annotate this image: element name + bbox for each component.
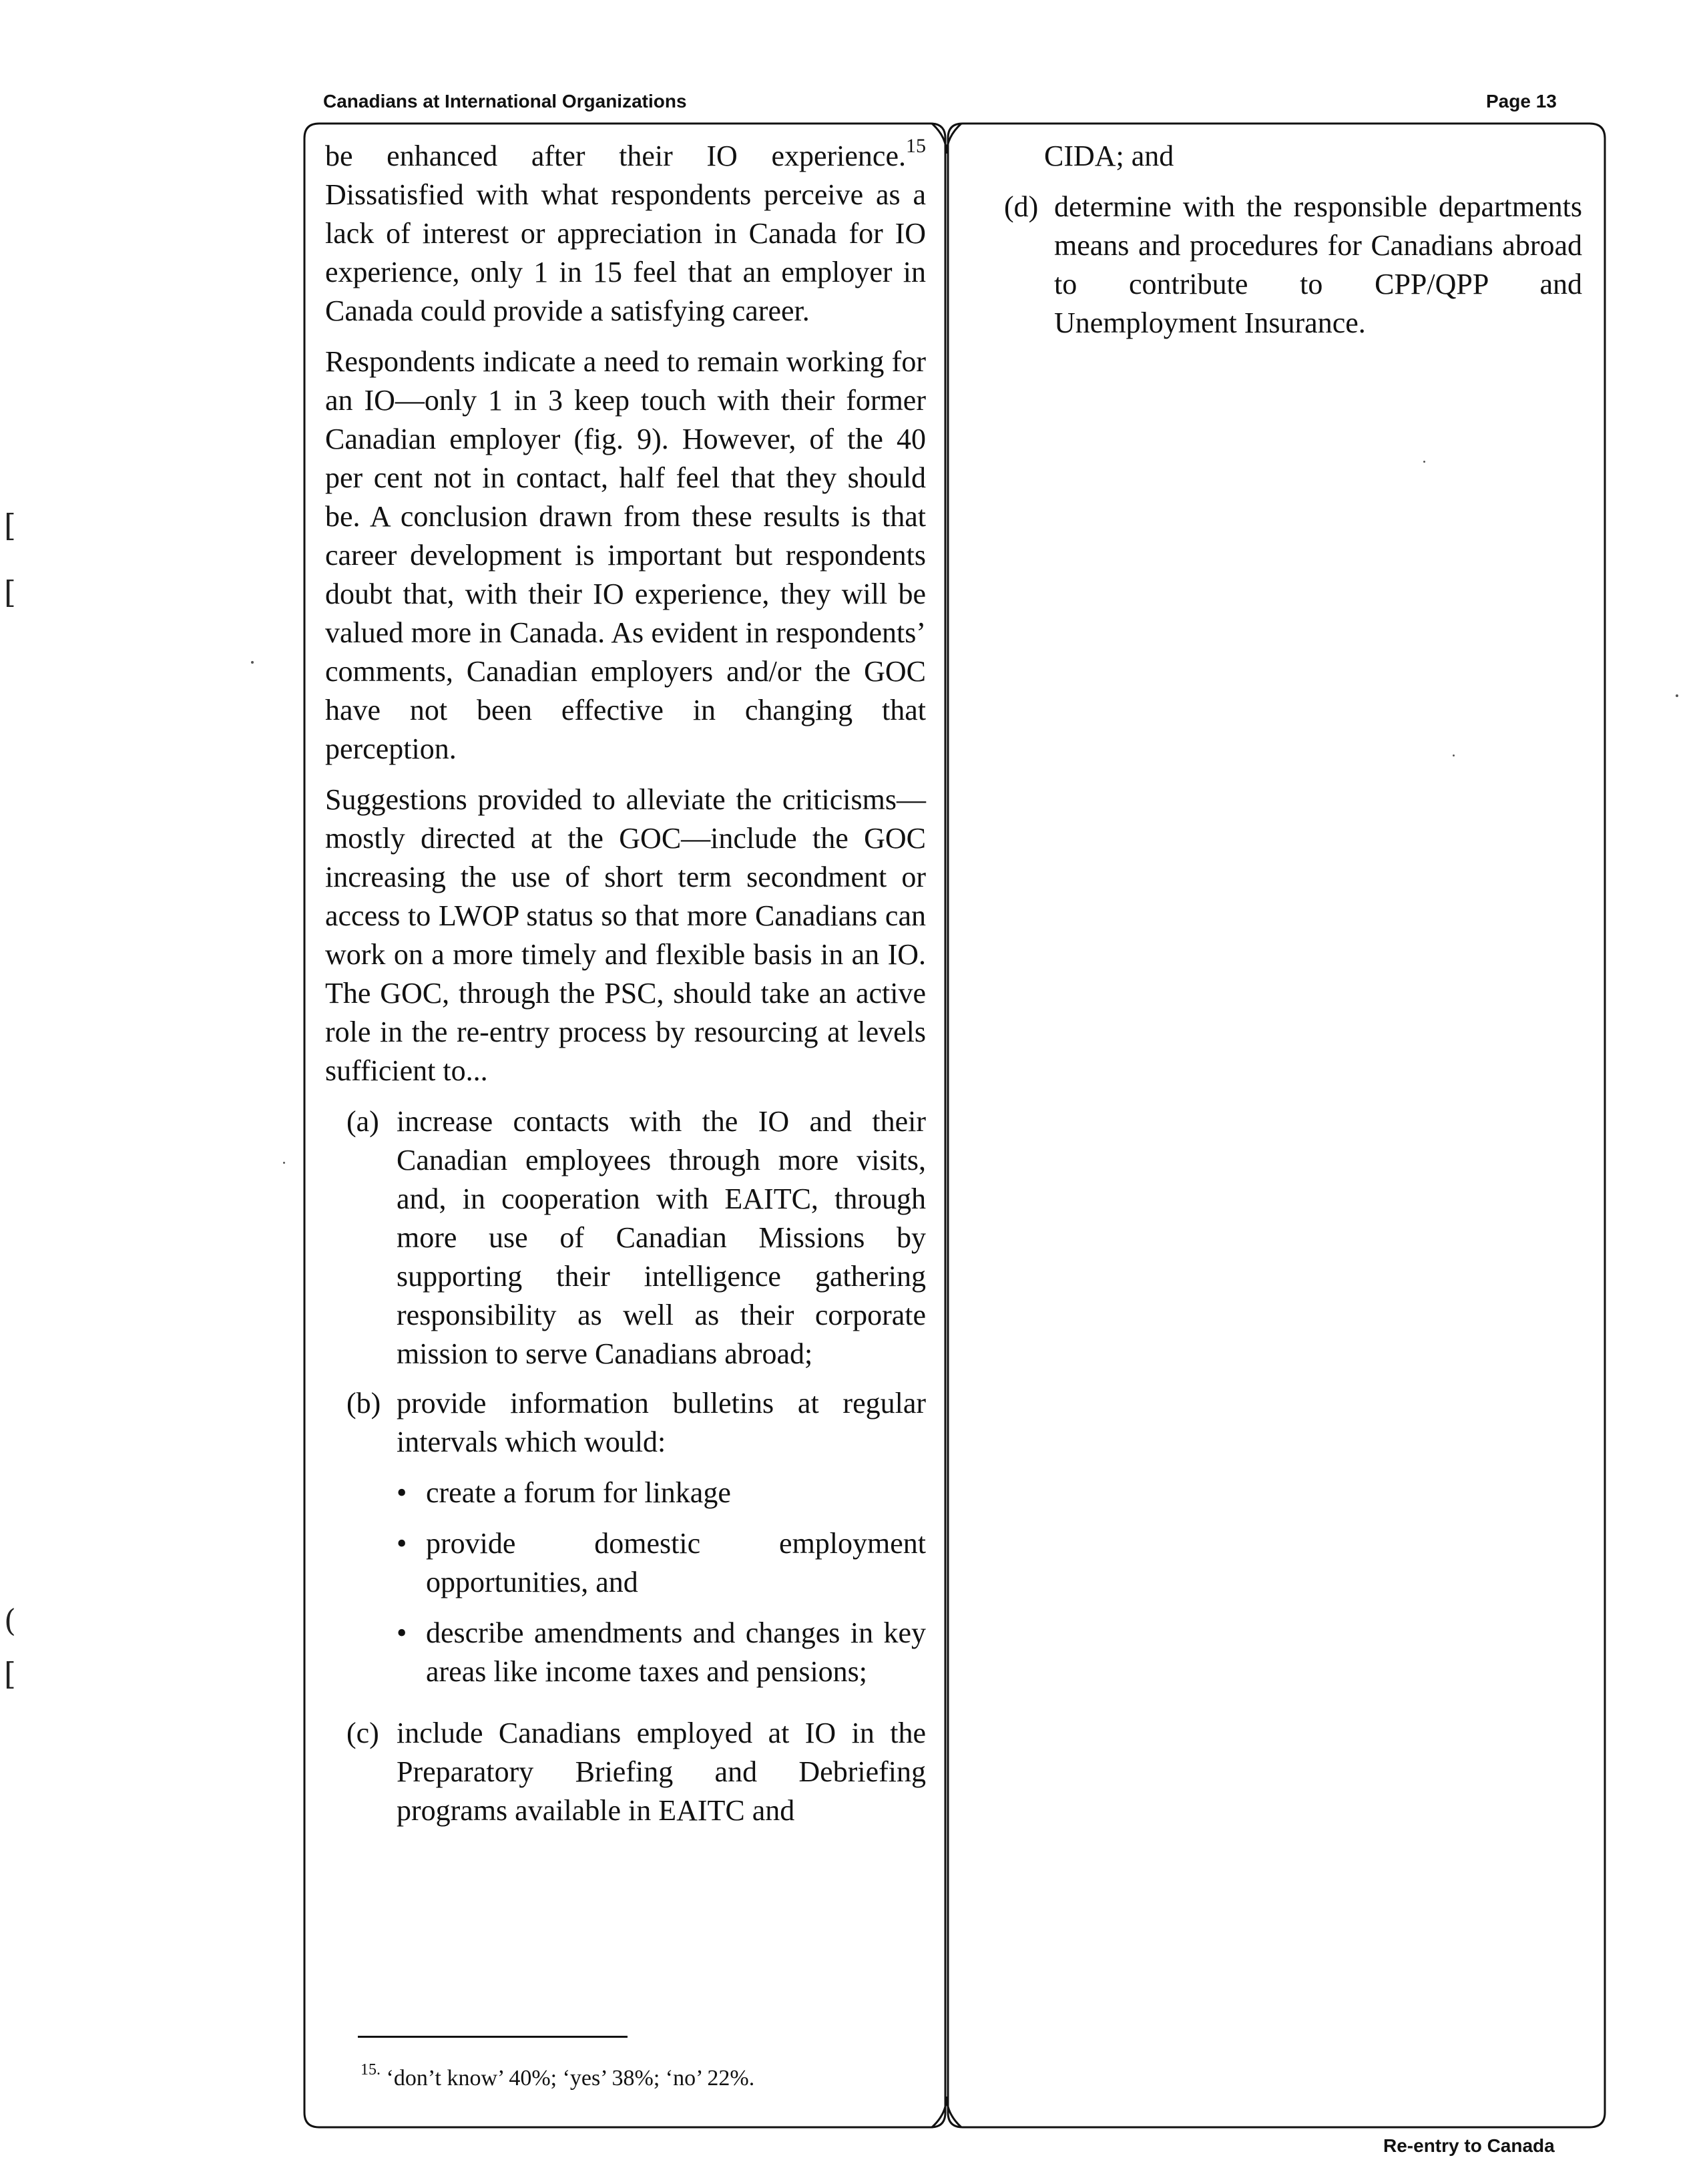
page-number: Page 13: [1486, 91, 1557, 112]
list-item-c: [325, 1714, 926, 1830]
margin-bracket-mark: (: [4, 1602, 16, 1639]
running-header-title: Canadians at International Organizations: [323, 91, 687, 112]
footnote-number: 15.: [360, 2060, 381, 2079]
scan-speck: [1423, 461, 1425, 463]
bullet-icon: •: [397, 1527, 407, 1560]
margin-bracket-mark: [: [4, 507, 16, 543]
bullet-icon: •: [397, 1616, 407, 1649]
scan-speck: [1676, 694, 1678, 697]
scan-speck: [251, 661, 254, 664]
scan-speck: [1453, 754, 1455, 756]
list-text: provide information bulletins at regular intervals which would:: [397, 1387, 926, 1458]
paragraph-3: Suggestions provided to alleviate the criticisms—mostly directed at the GOC—include the GOC increasing the use of short term secondment or access to LWOP status so that more Canadians can work on a more timely and flexible basis in an IO. The GOC, through the PSC, should take an active role in the re-entry process by resourcing at levels sufficient to...: [325, 783, 926, 1087]
list-label: (a): [346, 1105, 379, 1138]
bullet-icon: •: [397, 1476, 407, 1509]
footnote-separator: [358, 2036, 628, 2038]
list-text: determine with the responsible departments means and procedures for Canadians abroad to contribute to CPP/QPP and Unemployment Insurance.: [1054, 190, 1582, 339]
list-label: (d): [1004, 190, 1039, 223]
list-text: include Canadians employed at IO in the Preparatory Briefing and Debriefing programs available in EAITC and: [397, 1717, 926, 1827]
bullet-item: • create a forum for linkage: [397, 1474, 926, 1512]
left-column: [325, 137, 926, 1841]
paragraph-2: Respondents indicate a need to remain working for an IO—only 1 in 3 keep touch with their former Canadian employer (fig. 9). However, of the 40 per cent not in contact, half feel that they should be. A conclusion drawn from these results is that career development is important but respondents doubt that, with their IO experience, they will be valued more in Canada. As evident in respondents’ comments, Canadian employers and/or the GOC have not been effective in changing that perception.: [325, 345, 926, 765]
list-label: (b): [346, 1387, 381, 1419]
footnote: [360, 2060, 755, 2091]
list-label: (c): [346, 1717, 379, 1749]
scan-speck: [283, 1162, 285, 1164]
margin-bracket-mark: [: [4, 574, 16, 610]
continued-text: CIDA; and: [1044, 140, 1174, 172]
list-item-b: [325, 1384, 926, 1703]
list-text: increase contacts with the IO and their Canadian employees through more visits, and, in cooperation with EAITC, through more use of Canadian Missions by supporting their intelligence gathering responsibility as well as their corporate mission to serve Canadians abroad;: [397, 1105, 926, 1370]
margin-bracket-mark: [: [4, 1656, 16, 1692]
bullet-item: • describe amendments and changes in key areas like income taxes and pensions;: [397, 1614, 926, 1691]
footnote-ref: 15: [906, 135, 926, 158]
footnote-text: ‘don’t know’ 40%; ‘yes’ 38%; ‘no’ 22%.: [381, 2066, 755, 2091]
running-footer-section: Re-entry to Canada: [1383, 2135, 1555, 2156]
list-item-d: [1004, 188, 1582, 343]
paragraph-1: be enhanced after their IO experience.$^{15}$ Dissatisfied with what respondents perceive as a lack of interest or appreciation in Canada for IO experience, only 1 in 15 feel that an employer in Canada could provide a satisfying career.: [325, 135, 926, 327]
list-item-a: [325, 1102, 926, 1373]
right-column: [1004, 137, 1582, 353]
bullet-item: • provide domestic employment opportunities, and: [397, 1524, 926, 1602]
